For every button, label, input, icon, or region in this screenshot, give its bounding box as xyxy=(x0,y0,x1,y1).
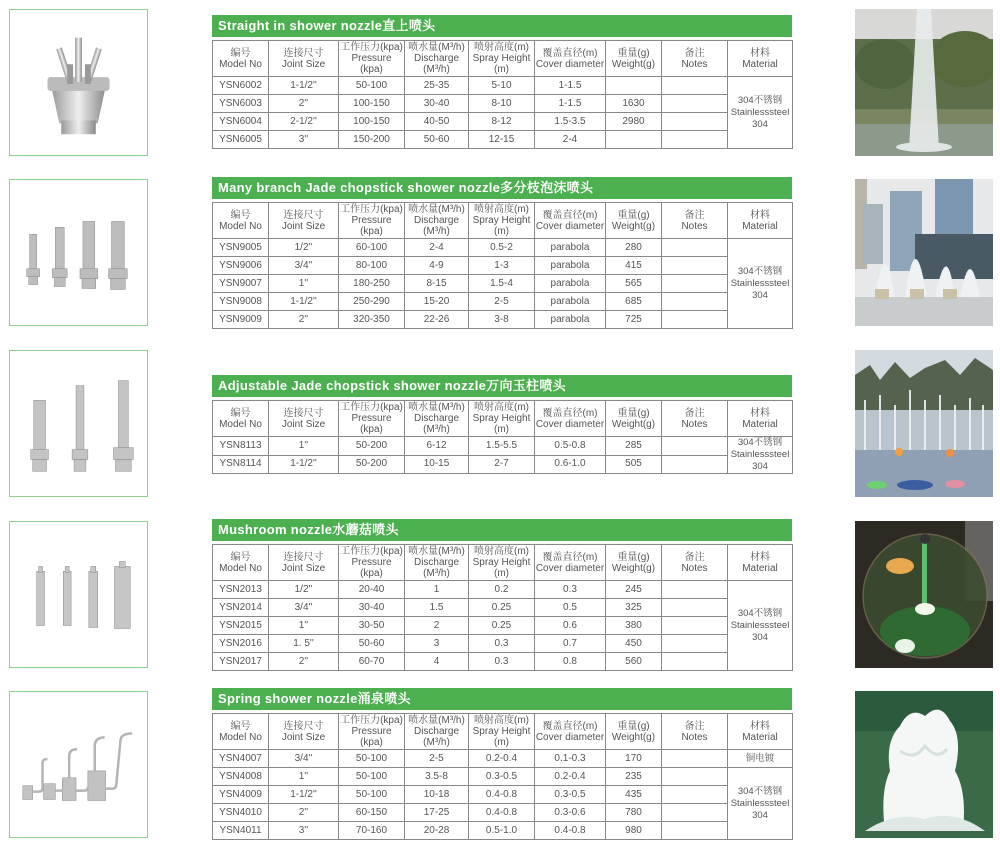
cell-cover: 0.1-0.3 xyxy=(535,750,606,768)
table-row xyxy=(213,581,793,599)
table-row xyxy=(213,617,793,635)
header-material: 材料 Material xyxy=(728,401,793,437)
cell-discharge: 2 xyxy=(405,617,469,635)
cell-cover: 0.3-0.5 xyxy=(535,786,606,804)
cell-model: YSN9005 xyxy=(213,239,269,257)
table-header-row xyxy=(213,41,793,77)
cell-notes xyxy=(662,750,728,768)
section-title: Spring shower nozzle涌泉喷头 xyxy=(212,688,792,710)
cell-model: YSN6003 xyxy=(213,95,269,113)
cell-notes xyxy=(662,257,728,275)
cell-cover: 1-1.5 xyxy=(535,77,606,95)
cell-joint: 3/4'' xyxy=(269,257,339,275)
header-cover-diameter: 覆盖直径(m) Cover diameter xyxy=(535,41,606,77)
table-row xyxy=(213,311,793,329)
cell-pressure: 150-200 xyxy=(339,131,405,149)
header-material: 材料 Material xyxy=(728,41,793,77)
cell-discharge: 10-18 xyxy=(405,786,469,804)
cell-cover: 0.6-1.0 xyxy=(535,455,606,474)
cell-joint: 1-1/2'' xyxy=(269,293,339,311)
cell-pressure: 50-60 xyxy=(339,635,405,653)
cell-cover: 0.3-0.6 xyxy=(535,804,606,822)
cell-joint: 2-1/2'' xyxy=(269,113,339,131)
cell-weight: 2980 xyxy=(606,113,662,131)
cell-joint: 1/2'' xyxy=(269,239,339,257)
cell-height: 8-12 xyxy=(469,113,535,131)
cell-discharge: 22-26 xyxy=(405,311,469,329)
cell-pressure: 100-150 xyxy=(339,95,405,113)
cell-weight: 565 xyxy=(606,275,662,293)
cell-discharge: 25-35 xyxy=(405,77,469,95)
cell-cover: parabola xyxy=(535,311,606,329)
cell-joint: 3/4'' xyxy=(269,750,339,768)
cell-material: 304不锈钢 Stainlesssteel 304 xyxy=(728,77,793,149)
cell-pressure: 100-150 xyxy=(339,113,405,131)
section-title: Straight in shower nozzle直上喷头 xyxy=(212,15,792,37)
cell-height: 5-10 xyxy=(469,77,535,95)
spec-table xyxy=(212,713,793,840)
cell-weight xyxy=(606,77,662,95)
cell-weight: 285 xyxy=(606,437,662,456)
header-material: 材料 Material xyxy=(728,714,793,750)
cell-pressure: 30-40 xyxy=(339,599,405,617)
cell-notes xyxy=(662,113,728,131)
cell-weight: 245 xyxy=(606,581,662,599)
header-cover-diameter: 覆盖直径(m) Cover diameter xyxy=(535,714,606,750)
cell-height: 0.4-0.8 xyxy=(469,786,535,804)
cell-material: 铜电镀 xyxy=(728,750,793,768)
cell-model: YSN8114 xyxy=(213,455,269,474)
cell-cover: parabola xyxy=(535,293,606,311)
cell-height: 0.3 xyxy=(469,635,535,653)
table-row xyxy=(213,768,793,786)
cell-pressure: 30-50 xyxy=(339,617,405,635)
cell-discharge: 30-40 xyxy=(405,95,469,113)
cell-joint: 3'' xyxy=(269,822,339,840)
jade-chopstick-nozzles-image xyxy=(9,179,148,326)
cell-model: YSN2015 xyxy=(213,617,269,635)
header-discharge: 喷水量(M³/h) Discharge (M³/h) xyxy=(405,401,469,437)
header-model-no: 编号 Model No xyxy=(213,41,269,77)
table-header-row xyxy=(213,401,793,437)
table-header-row xyxy=(213,203,793,239)
cell-joint: 1-1/2'' xyxy=(269,77,339,95)
cell-model: YSN4010 xyxy=(213,804,269,822)
cell-weight: 685 xyxy=(606,293,662,311)
section-title: Many branch Jade chopstick shower nozzle多分枝泡沫喷头 xyxy=(212,177,792,199)
section-title: Adjustable Jade chopstick shower nozzle万向玉柱喷头 xyxy=(212,375,792,397)
cell-notes xyxy=(662,275,728,293)
cell-notes xyxy=(662,653,728,671)
cell-pressure: 50-200 xyxy=(339,437,405,456)
cell-joint: 1'' xyxy=(269,275,339,293)
cell-weight: 560 xyxy=(606,653,662,671)
section-title: Mushroom nozzle水蘑菇喷头 xyxy=(212,519,792,541)
cell-pressure: 20-40 xyxy=(339,581,405,599)
cell-weight: 325 xyxy=(606,599,662,617)
cell-notes xyxy=(662,437,728,456)
table-row xyxy=(213,750,793,768)
table-row xyxy=(213,77,793,95)
cell-discharge: 1.5 xyxy=(405,599,469,617)
cell-model: YSN4009 xyxy=(213,786,269,804)
cell-cover: 0.3 xyxy=(535,581,606,599)
multi-jet-nozzle-image xyxy=(9,9,148,156)
cell-weight xyxy=(606,131,662,149)
cell-height: 3-8 xyxy=(469,311,535,329)
cell-weight: 235 xyxy=(606,768,662,786)
table-row xyxy=(213,437,793,456)
cell-cover: 2-4 xyxy=(535,131,606,149)
cell-joint: 2'' xyxy=(269,804,339,822)
cell-joint: 1'' xyxy=(269,768,339,786)
header-pressure: 工作压力(kpa) Pressure (kpa) xyxy=(340,546,403,579)
table-row xyxy=(213,113,793,131)
cell-joint: 1/2'' xyxy=(269,581,339,599)
header-notes: 备注 Notes xyxy=(662,203,728,239)
cell-model: YSN9008 xyxy=(213,293,269,311)
cell-notes xyxy=(662,635,728,653)
cell-discharge: 20-28 xyxy=(405,822,469,840)
cell-cover: 0.7 xyxy=(535,635,606,653)
cell-weight: 380 xyxy=(606,617,662,635)
table-header-row xyxy=(213,714,793,750)
cell-notes xyxy=(662,311,728,329)
table-row xyxy=(213,95,793,113)
cell-model: YSN6004 xyxy=(213,113,269,131)
header-weight: 重量(g) Weight(g) xyxy=(606,41,662,77)
cell-pressure: 70-160 xyxy=(339,822,405,840)
cell-joint: 1. 5'' xyxy=(269,635,339,653)
cell-discharge: 40-50 xyxy=(405,113,469,131)
cell-notes xyxy=(662,599,728,617)
table-row xyxy=(213,275,793,293)
cell-model: YSN2016 xyxy=(213,635,269,653)
cell-notes xyxy=(662,617,728,635)
tall-jet-fountain-photo xyxy=(855,9,993,156)
cell-pressure: 50-200 xyxy=(339,455,405,474)
header-notes: 备注 Notes xyxy=(662,545,728,581)
cell-weight: 450 xyxy=(606,635,662,653)
table-row xyxy=(213,822,793,840)
cell-discharge: 1 xyxy=(405,581,469,599)
header-joint-size: 连接尺寸 Joint Size xyxy=(269,41,339,77)
cell-pressure: 320-350 xyxy=(339,311,405,329)
cell-cover: 0.4-0.8 xyxy=(535,822,606,840)
cell-notes xyxy=(662,293,728,311)
cell-weight: 505 xyxy=(606,455,662,474)
spring-nozzles-image xyxy=(9,691,148,838)
cell-weight: 415 xyxy=(606,257,662,275)
cell-pressure: 50-100 xyxy=(339,768,405,786)
cell-cover: 0.5 xyxy=(535,599,606,617)
header-joint-size: 连接尺寸 Joint Size xyxy=(269,203,339,239)
cell-cover: parabola xyxy=(535,275,606,293)
header-material: 材料 Material xyxy=(728,545,793,581)
lit-dancing-fountain-photo xyxy=(855,350,993,497)
cell-joint: 2'' xyxy=(269,653,339,671)
cell-model: YSN2014 xyxy=(213,599,269,617)
cell-notes xyxy=(662,581,728,599)
cell-pressure: 250-290 xyxy=(339,293,405,311)
header-discharge: 喷水量(M³/h) Discharge (M³/h) xyxy=(405,714,469,750)
cell-weight: 980 xyxy=(606,822,662,840)
cell-discharge: 6-12 xyxy=(405,437,469,456)
water-dome-photo xyxy=(855,521,993,668)
cell-joint: 3'' xyxy=(269,131,339,149)
header-material: 材料 Material xyxy=(728,203,793,239)
cell-weight: 780 xyxy=(606,804,662,822)
cell-height: 0.3-0.5 xyxy=(469,768,535,786)
cell-pressure: 50-100 xyxy=(339,750,405,768)
header-spray-height: 喷射高度(m) Spray Height (m) xyxy=(469,401,535,437)
cell-model: YSN6002 xyxy=(213,77,269,95)
cell-cover: parabola xyxy=(535,257,606,275)
cell-material: 304不锈钢 Stainlesssteel 304 xyxy=(728,768,793,840)
table-row xyxy=(213,131,793,149)
cell-model: YSN2013 xyxy=(213,581,269,599)
cell-pressure: 50-100 xyxy=(339,786,405,804)
cell-height: 0.25 xyxy=(469,599,535,617)
cell-discharge: 50-60 xyxy=(405,131,469,149)
header-pressure: 工作压力(kpa) Pressure (kpa) xyxy=(340,42,403,75)
cell-cover: 0.8 xyxy=(535,653,606,671)
cell-height: 0.4-0.8 xyxy=(469,804,535,822)
header-joint-size: 连接尺寸 Joint Size xyxy=(269,545,339,581)
cell-model: YSN9006 xyxy=(213,257,269,275)
cell-model: YSN2017 xyxy=(213,653,269,671)
header-weight: 重量(g) Weight(g) xyxy=(606,714,662,750)
cell-height: 0.2 xyxy=(469,581,535,599)
cell-height: 1-3 xyxy=(469,257,535,275)
cell-cover: 1.5-3.5 xyxy=(535,113,606,131)
spec-table xyxy=(212,400,793,474)
header-joint-size: 连接尺寸 Joint Size xyxy=(269,401,339,437)
cell-discharge: 4 xyxy=(405,653,469,671)
cell-height: 0.5-1.0 xyxy=(469,822,535,840)
header-weight: 重量(g) Weight(g) xyxy=(606,545,662,581)
header-pressure: 工作压力(kpa) Pressure (kpa) xyxy=(340,402,403,435)
cell-pressure: 180-250 xyxy=(339,275,405,293)
cell-pressure: 80-100 xyxy=(339,257,405,275)
cell-height: 2-5 xyxy=(469,293,535,311)
table-row xyxy=(213,635,793,653)
header-notes: 备注 Notes xyxy=(662,714,728,750)
cell-notes xyxy=(662,804,728,822)
cell-model: YSN9007 xyxy=(213,275,269,293)
header-model-no: 编号 Model No xyxy=(213,545,269,581)
cell-cover: 0.6 xyxy=(535,617,606,635)
header-cover-diameter: 覆盖直径(m) Cover diameter xyxy=(535,401,606,437)
cell-pressure: 60-100 xyxy=(339,239,405,257)
header-pressure: 工作压力(kpa) Pressure (kpa) xyxy=(340,204,403,237)
cell-notes xyxy=(662,131,728,149)
header-pressure: 工作压力(kpa) Pressure (kpa) xyxy=(340,715,403,748)
cell-discharge: 10-15 xyxy=(405,455,469,474)
header-cover-diameter: 覆盖直径(m) Cover diameter xyxy=(535,203,606,239)
table-row xyxy=(213,257,793,275)
table-row xyxy=(213,599,793,617)
cell-model: YSN4011 xyxy=(213,822,269,840)
header-model-no: 编号 Model No xyxy=(213,714,269,750)
header-discharge: 喷水量(M³/h) Discharge (M³/h) xyxy=(405,41,469,77)
header-weight: 重量(g) Weight(g) xyxy=(606,401,662,437)
cell-notes xyxy=(662,77,728,95)
cell-discharge: 3 xyxy=(405,635,469,653)
cell-cover: 0.5-0.8 xyxy=(535,437,606,456)
cell-cover: 1-1.5 xyxy=(535,95,606,113)
foam-spring-fountain-photo xyxy=(855,691,993,838)
cell-discharge: 2-4 xyxy=(405,239,469,257)
cell-height: 1.5-4 xyxy=(469,275,535,293)
adjustable-nozzles-image xyxy=(9,350,148,497)
header-model-no: 编号 Model No xyxy=(213,203,269,239)
cell-joint: 1-1/2'' xyxy=(269,786,339,804)
table-row xyxy=(213,786,793,804)
cell-material: 304不锈钢 Stainlesssteel 304 xyxy=(728,437,793,474)
cell-discharge: 4-9 xyxy=(405,257,469,275)
city-plaza-fountain-photo xyxy=(855,179,993,326)
cell-weight: 1630 xyxy=(606,95,662,113)
cell-notes xyxy=(662,822,728,840)
cell-height: 0.2-0.4 xyxy=(469,750,535,768)
header-spray-height: 喷射高度(m) Spray Height (m) xyxy=(469,41,535,77)
cell-discharge: 8-15 xyxy=(405,275,469,293)
spec-table xyxy=(212,202,793,329)
cell-height: 0.5-2 xyxy=(469,239,535,257)
cell-notes xyxy=(662,239,728,257)
cell-joint: 1'' xyxy=(269,617,339,635)
table-row xyxy=(213,239,793,257)
cell-height: 12-15 xyxy=(469,131,535,149)
cell-notes xyxy=(662,455,728,474)
cell-weight: 435 xyxy=(606,786,662,804)
cell-height: 0.25 xyxy=(469,617,535,635)
table-header-row xyxy=(213,545,793,581)
header-joint-size: 连接尺寸 Joint Size xyxy=(269,714,339,750)
cell-discharge: 3.5-8 xyxy=(405,768,469,786)
cell-model: YSN9009 xyxy=(213,311,269,329)
header-spray-height: 喷射高度(m) Spray Height (m) xyxy=(469,545,535,581)
cell-height: 0.3 xyxy=(469,653,535,671)
cell-cover: parabola xyxy=(535,239,606,257)
cell-pressure: 50-100 xyxy=(339,77,405,95)
cell-model: YSN4008 xyxy=(213,768,269,786)
header-cover-diameter: 覆盖直径(m) Cover diameter xyxy=(535,545,606,581)
cell-weight: 170 xyxy=(606,750,662,768)
cell-discharge: 17-25 xyxy=(405,804,469,822)
cell-joint: 2'' xyxy=(269,95,339,113)
header-discharge: 喷水量(M³/h) Discharge (M³/h) xyxy=(405,203,469,239)
cell-joint: 1'' xyxy=(269,437,339,456)
table-row xyxy=(213,804,793,822)
cell-weight: 725 xyxy=(606,311,662,329)
cell-model: YSN8113 xyxy=(213,437,269,456)
header-notes: 备注 Notes xyxy=(662,41,728,77)
cell-discharge: 15-20 xyxy=(405,293,469,311)
cell-discharge: 2-5 xyxy=(405,750,469,768)
header-weight: 重量(g) Weight(g) xyxy=(606,203,662,239)
cell-model: YSN6005 xyxy=(213,131,269,149)
cell-cover: 0.2-0.4 xyxy=(535,768,606,786)
cell-notes xyxy=(662,786,728,804)
mushroom-nozzles-image xyxy=(9,521,148,668)
header-spray-height: 喷射高度(m) Spray Height (m) xyxy=(469,714,535,750)
cell-joint: 1-1/2'' xyxy=(269,455,339,474)
cell-material: 304不锈钢 Stainlesssteel 304 xyxy=(728,581,793,671)
spec-table xyxy=(212,40,793,149)
header-notes: 备注 Notes xyxy=(662,401,728,437)
cell-height: 8-10 xyxy=(469,95,535,113)
cell-model: YSN4007 xyxy=(213,750,269,768)
spec-table xyxy=(212,544,793,671)
cell-joint: 2'' xyxy=(269,311,339,329)
header-spray-height: 喷射高度(m) Spray Height (m) xyxy=(469,203,535,239)
cell-notes xyxy=(662,768,728,786)
cell-joint: 3/4'' xyxy=(269,599,339,617)
cell-material: 304不锈钢 Stainlesssteel 304 xyxy=(728,239,793,329)
table-row xyxy=(213,293,793,311)
cell-pressure: 60-150 xyxy=(339,804,405,822)
cell-height: 1.5-5.5 xyxy=(469,437,535,456)
cell-weight: 280 xyxy=(606,239,662,257)
header-discharge: 喷水量(M³/h) Discharge (M³/h) xyxy=(405,545,469,581)
cell-pressure: 60-70 xyxy=(339,653,405,671)
cell-notes xyxy=(662,95,728,113)
table-row xyxy=(213,455,793,474)
header-model-no: 编号 Model No xyxy=(213,401,269,437)
cell-height: 2-7 xyxy=(469,455,535,474)
table-row xyxy=(213,653,793,671)
